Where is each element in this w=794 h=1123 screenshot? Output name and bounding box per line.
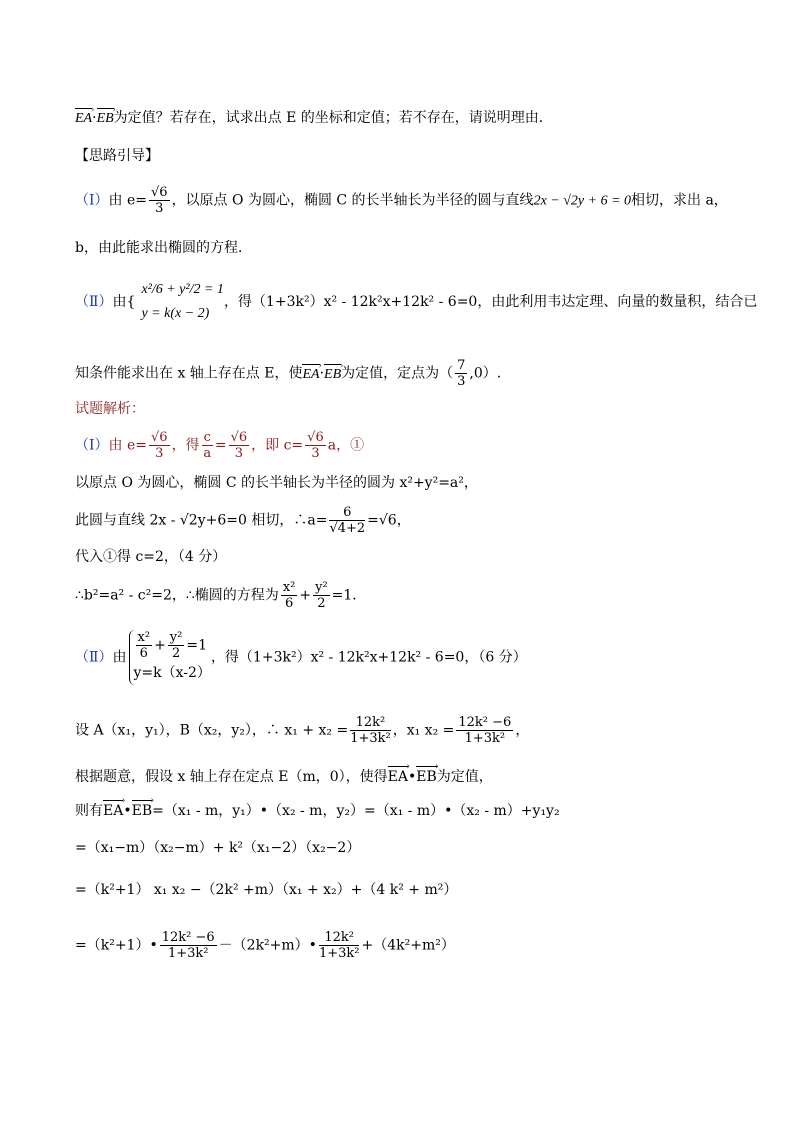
s9-line: 则有EA ›•EB ›=（x₁ - m，y₁）•（x₂ - m，y₂）=（x₁ - m）•（x₂ - m）+y₁y₂ [75,801,560,821]
s1-frac3-den: 3 [234,446,243,461]
hint2-pt-num: 7 [457,358,466,373]
s1-label: （Ⅰ） [75,437,109,454]
s3-line [75,505,411,536]
intro-line: EA ›·EB ›为定值？若存在，试求出点 E 的坐标和定值；若不存在，请说明理由． [75,108,553,129]
s7-frac1 [350,715,391,746]
s1-frac3 [229,430,250,461]
s2-line: 以原点 O 为圆心，椭圆 C 的长半轴长为半径的圆为 x²+y²=a²， [75,475,478,491]
hint2-line [75,278,757,326]
s1-frac1 [149,430,170,461]
s7-text-a: 设 A（x₁，y₁），B（x₂，y₂），∴ x₁ + x₂ = [75,722,349,739]
s12-frac1-num: 12k² −6 [161,930,215,945]
s10-line: =（x₁−m）（x₂−m）+ k²（x₁−2）（x₂−2） [75,840,361,856]
vector-ea-3: EA › [388,767,408,787]
hint1-frac-den: 3 [155,201,164,216]
vector-eb-3: EB › [416,767,437,787]
s12-text-c: +（4k²+m²） [361,937,455,954]
s8-text-a: 根据题意，假设 x 轴上存在定点 E（m，0），使得 [75,769,388,785]
s5-line: ∴b²=a² - c²=2，∴椭圆的方程为 $\frac{\text{x²}}{6}$ + $\frac{\text{y²}}{2}$ =1． [75,580,367,611]
s3-frac-den: √4+2 [329,521,366,536]
hint2-pt-den: 3 [457,374,466,389]
s7-frac2-num: 12k² −6 [458,715,512,730]
hint1-text-b: ，以原点 O 为圆心，椭圆 C 的长半轴长为半径的圆与直线 [171,192,534,209]
hint2-eq1: x²/6 + y²/2 = 1 [141,282,224,297]
s12-frac2 [319,930,360,961]
vector-eb-2: EB › [324,365,341,385]
s11-line: =（k²+1） x₁ x₂ −（2k² +m）（x₁ + x₂）+（4 k² + m²） [75,882,458,898]
s7-frac1-den: 1+3k² [350,731,391,746]
hint2-text-b: ，得（1+3k²）x² - 12k²x+12k² - 6=0，由此利用韦达定理、向量的数量积，结合已 [223,294,758,310]
s1-text-d: a，① [327,437,365,454]
hint2-label: （Ⅱ） [75,294,113,310]
solution-heading: 试题解析： [75,401,145,417]
hint1-line [75,185,728,216]
s7-frac2 [456,715,513,746]
s1-text-b: ，得 [171,437,200,454]
s5-frac-y-den: 2 [317,596,326,611]
s5-frac-y-num: y² [315,580,328,595]
s6-line [75,630,527,685]
s5-frac-x [281,580,298,611]
s3-frac-num: 6 [329,505,365,521]
hint1-text-a: 由 e= [108,192,147,209]
s1-frac2 [202,430,213,461]
hint2-line2: 知条件能求出在 x 轴上存在点 E，使EA ›·EB ›为定值，定点为（ $\frac{7}{3}$ ,0）. [75,358,501,389]
s3-text-a: 此圆与直线 2x - √2y+6=0 相切，∴a= [75,512,328,529]
s6-text-b: ，得（1+3k²）x² - 12k²x+12k² - 6=0，（6 分） [210,649,527,666]
s1-frac4-den: 3 [311,446,320,461]
s6-label: （Ⅱ） [75,649,113,666]
s12-frac1 [160,930,217,961]
s7-frac1-num: 12k² [350,715,391,731]
s1-frac1-num: √6 [151,430,168,445]
hint1-line-eq: 2x − √2y + 6 = 0 [533,193,632,209]
s3-text-b: =√6， [367,512,411,529]
s9-text-b: =（x₁ - m，y₁）•（x₂ - m，y₂）=（x₁ - m）•（x₂ - m）+y₁y₂ [152,803,560,819]
s12-frac2-den: 1+3k² [318,946,360,961]
s1-text-c: ，即 c= [251,437,304,454]
s6-eq2: y=k（x-2） [133,665,211,681]
s7-line: 设 A（x₁，y₁），B（x₂，y₂），∴ x₁ + x₂ = $\frac{\text{12k²}}{\text{1+3k²}}$ ，x₁ x₂ = $\frac{\text{12k² −6}}{\text{1+3k²}}$ ， [75,715,530,746]
s6-system [129,630,211,685]
s1-frac4 [305,430,326,461]
vector-ea: EA › [75,109,92,129]
hint2-text-d: 为定值，定点为（ [341,365,454,382]
hint2-eq2: y = k(x − 2) [141,306,210,321]
s7-frac2-den: 1+3k² [464,731,506,746]
s12-frac1-den: 1+3k² [167,946,209,961]
s9-text-a: 则有 [75,803,103,819]
s5-text-a: ∴b²=a² - c²=2，∴椭圆的方程为 [75,587,279,604]
s5-frac-x-den: 6 [284,596,294,611]
hint2-system [137,278,224,326]
s6-text-a: 由 [112,649,127,666]
s1-frac2-num: c [203,430,211,445]
intro-text: 为定值？若存在，试求出点 E 的坐标和定值；若不存在，请说明理由． [113,110,553,126]
s6-eq1: $\frac{\text{x²}}{6}$ + $\frac{\text{y²}}{2}$ =1 [137,630,207,661]
s5-frac-y [313,580,330,611]
hint1-frac-num: √6 [151,185,168,200]
hint2-text-e: ,0）. [469,365,502,382]
s12-frac2-num: 12k² [319,930,360,946]
hint1-line2: b，由此能求出椭圆的方程． [75,240,252,256]
hint-heading: 【思路引导】 [75,148,159,164]
hint1-label: （Ⅰ） [75,192,109,209]
hint2-point-fraction [455,358,467,389]
hint2-text-c: 知条件能求出在 x 轴上存在点 E，使 [75,365,303,382]
s1-frac1-den: 3 [155,446,164,461]
s12-text-b: －（2k²+m）• [218,937,317,954]
s12-line [75,930,455,961]
s1-frac4-num: √6 [307,430,324,445]
hint2-text-a: 由{ [112,294,136,310]
s6-eq1-tail: =1 [186,637,207,654]
s5-frac-x-num: x² [282,580,296,595]
hint1-text-c: 相切，求出 a， [631,192,728,209]
s5-text-b: =1． [331,587,367,604]
solution-part1-line: （Ⅰ）由 e= $\frac{√6}{3}$ ，得 $\frac{c}{a}$ = $\frac{√6}{3}$ ，即 c= $\frac{√6}{3}$ a，① [75,430,365,461]
vector-ea-4: EA › [103,801,123,821]
s1-frac2-den: a [203,446,212,461]
s7-text-b: ，x₁ x₂ = [392,722,455,739]
hint1-fraction [149,185,170,216]
s8-line: 根据题意，假设 x 轴上存在定点 E（m，0），使得EA ›•EB ›为定值， [75,767,493,787]
s3-frac [329,505,365,536]
s8-text-b: 为定值， [436,769,493,785]
s1-text-a: 由 e= [108,437,147,454]
s1-frac3-num: √6 [230,430,248,445]
s4-line: 代入①得 c=2，（4 分） [75,549,227,565]
vector-eb: EB › [97,109,114,129]
s12-text-a: =（k²+1）• [75,937,158,954]
vector-ea-2: EA › [302,365,319,385]
vector-eb-4: EB › [132,801,153,821]
